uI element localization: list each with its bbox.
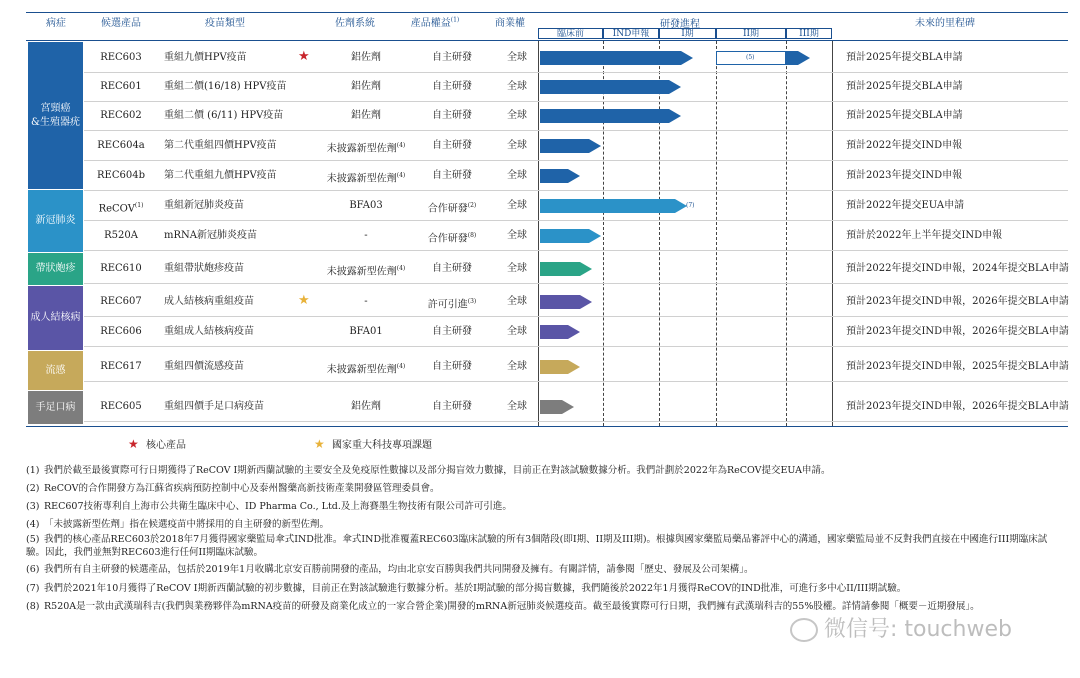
phase-header-3: II期 bbox=[716, 28, 786, 39]
footnote-text: 我們於截至最後實際可行日期獲得了ReCOV I期新西蘭試驗的主要安全及免疫原性數據以及部分揭盲效力數據，目前正在對該試驗數據分析。我們計劃於2022年為ReCOV提交EUA申請。 bbox=[44, 465, 831, 476]
milestone bbox=[846, 43, 1066, 73]
header-candidate: 候選產品 bbox=[101, 18, 141, 29]
adjuvant-text: 未披露新型佐劑 bbox=[326, 143, 397, 155]
candidate-code-text: REC603 bbox=[100, 52, 142, 63]
milestone bbox=[846, 161, 1066, 191]
milestone bbox=[846, 287, 1069, 317]
adjuvant-text: BFA03 bbox=[349, 200, 383, 211]
footnote-3 bbox=[26, 500, 1066, 513]
footnote-number: (7) bbox=[26, 583, 40, 594]
candidate-code bbox=[84, 161, 158, 191]
adjuvant-text: 鋁佐劑 bbox=[351, 110, 381, 121]
watermark-text: 微信号: touchweb bbox=[824, 617, 1012, 642]
candidate-code-text: REC610 bbox=[100, 263, 142, 274]
product-rights bbox=[412, 43, 492, 73]
phase-header-1: IND申報 bbox=[603, 28, 659, 39]
product-rights bbox=[412, 161, 492, 191]
candidate-code-sup: (1) bbox=[134, 202, 144, 209]
commercial-rights-text: 全球 bbox=[507, 263, 527, 274]
disease-cell-3 bbox=[28, 286, 83, 350]
milestone-text: 預計2023年提交IND申報，2025年提交BLA申請 bbox=[846, 361, 1069, 372]
vaccine-type-text: 重組二價(16/18) HPV疫苗 bbox=[164, 81, 287, 92]
phase-header-2: I期 bbox=[659, 28, 716, 39]
vaccine-type-text: 重組四價手足口病疫苗 bbox=[164, 401, 264, 412]
header-rights-label: 產品權益 bbox=[410, 18, 451, 29]
adjuvant-sup: (4) bbox=[396, 142, 406, 149]
commercial-rights-text: 全球 bbox=[507, 230, 527, 241]
vaccine-type-text: 成人結核病重組疫苗 bbox=[164, 296, 254, 307]
table-row bbox=[84, 101, 1068, 131]
vaccine-type bbox=[164, 72, 304, 102]
table-row bbox=[84, 72, 1068, 102]
disease-label: 帶狀皰疹 bbox=[35, 263, 76, 275]
progress-bar bbox=[540, 295, 592, 309]
adjuvant-text: 未披露新型佐劑 bbox=[326, 364, 397, 376]
product-rights bbox=[412, 101, 492, 131]
vaccine-type-text: 第二代重組九價HPV疫苗 bbox=[164, 170, 277, 181]
footnote-text: 「未披露新型佐劑」指在候選疫苗中將採用的自主研發的新型佐劑。 bbox=[44, 519, 330, 530]
candidate-code bbox=[84, 101, 158, 131]
progress-note: (5) bbox=[746, 54, 755, 61]
vaccine-type bbox=[164, 221, 304, 251]
candidate-code-text: REC602 bbox=[100, 110, 142, 121]
footnote-number: (4) bbox=[26, 519, 40, 530]
adjuvant-text: 未披露新型佐劑 bbox=[326, 266, 397, 278]
table-row bbox=[84, 254, 1068, 284]
adjuvant bbox=[306, 191, 426, 221]
vaccine-type bbox=[164, 43, 304, 73]
candidate-code bbox=[84, 287, 158, 317]
disease-cell-2 bbox=[28, 253, 83, 285]
adjuvant-text: - bbox=[364, 230, 368, 241]
gold-star-icon: ★ bbox=[298, 293, 310, 308]
product-rights bbox=[412, 392, 492, 422]
row-divider bbox=[84, 250, 1068, 251]
commercial-rights-text: 全球 bbox=[507, 170, 527, 181]
adjuvant-text: BFA01 bbox=[349, 326, 383, 337]
milestone bbox=[846, 392, 1069, 422]
progress-bar bbox=[540, 229, 601, 243]
vaccine-type bbox=[164, 392, 304, 422]
footnote-text: 我們於2021年10月獲得了ReCOV I期新西蘭試驗的初步數據，目前正在對該試驗進行數據分析。基於I期試驗的部分揭盲數據，我們隨後於2022年1月獲得ReCOV的IND批准，可進行多中心II/III期試驗。 bbox=[44, 583, 907, 594]
product-rights-text: 自主研發 bbox=[432, 81, 472, 92]
product-rights-text: 自主研發 bbox=[432, 52, 472, 63]
row-divider bbox=[84, 283, 1068, 284]
footnote-text: R520A是一款由武漢瑞科吉(我們與業務夥伴為mRNA疫苗的研發及商業化成立的一家合營企業)開發的mRNA新冠肺炎候選疫苗。截至最後實際可行日期，我們擁有武漢瑞科吉的55%股權。詳情請參閱「概要－近期發展」。 bbox=[44, 601, 980, 612]
progress-bar bbox=[540, 199, 687, 213]
vaccine-type bbox=[164, 317, 304, 347]
footnote-text: 我們所有自主研發的候選產品，包括於2019年1月收購北京安百勝前開發的產品，均由北京安百勝與我們共同開發及擁有。有關詳情，請參閱「歷史、發展及公司架構」。 bbox=[44, 564, 754, 575]
progress-bar bbox=[540, 325, 580, 339]
footnote-5 bbox=[26, 533, 1066, 559]
milestone-text: 預計2022年提交IND申報 bbox=[846, 140, 963, 151]
vaccine-type bbox=[164, 191, 304, 221]
legend-national bbox=[314, 436, 432, 451]
vaccine-type bbox=[164, 131, 304, 161]
product-rights-text: 自主研發 bbox=[432, 140, 472, 151]
legend-core bbox=[128, 436, 186, 451]
progress-note: (7) bbox=[686, 202, 695, 209]
footnote-number: (5) bbox=[26, 534, 40, 545]
product-rights-text: 自主研發 bbox=[432, 401, 472, 412]
product-rights-text: 合作研發 bbox=[427, 203, 468, 215]
red-star-icon: ★ bbox=[298, 49, 310, 64]
product-rights-text: 自主研發 bbox=[432, 326, 472, 337]
product-rights-sup: (3) bbox=[467, 298, 477, 305]
disease-cell-0 bbox=[28, 42, 83, 189]
table-rule-bottom bbox=[26, 426, 1068, 427]
disease-label: 流感 bbox=[45, 364, 66, 376]
footnote-4 bbox=[26, 518, 1066, 531]
table-row bbox=[84, 287, 1068, 317]
milestone-text: 預計2023年提交IND申報，2026年提交BLA申請 bbox=[846, 401, 1069, 412]
disease-label: 新冠肺炎 bbox=[35, 215, 76, 227]
footnote-2 bbox=[26, 482, 1066, 495]
phase-header-0: 臨床前 bbox=[538, 28, 603, 39]
vaccine-type-text: 重組新冠肺炎疫苗 bbox=[164, 200, 244, 211]
milestone bbox=[846, 131, 1066, 161]
legend-core-label: 核心產品 bbox=[145, 440, 186, 451]
footnote-number: (3) bbox=[26, 501, 40, 512]
commercial-rights-text: 全球 bbox=[507, 52, 527, 63]
commercial-rights-text: 全球 bbox=[507, 326, 527, 337]
footnote-number: (8) bbox=[26, 601, 40, 612]
disease-label: 手足口病 bbox=[35, 401, 76, 413]
product-rights bbox=[412, 287, 492, 317]
header-disease: 病症 bbox=[46, 18, 66, 29]
header-adjuvant: 佐劑系統 bbox=[335, 18, 375, 29]
milestone-text: 預計2022年提交EUA申請 bbox=[846, 200, 965, 211]
product-rights bbox=[412, 72, 492, 102]
adjuvant-text: 鋁佐劑 bbox=[351, 81, 381, 92]
candidate-code-text: REC607 bbox=[100, 296, 142, 307]
adjuvant-sup: (4) bbox=[396, 363, 406, 370]
header-commercial: 商業權 bbox=[495, 18, 525, 29]
milestone-text: 預計2025年提交BLA申請 bbox=[846, 110, 963, 121]
progress-bar bbox=[540, 80, 681, 94]
candidate-code bbox=[84, 221, 158, 251]
adjuvant bbox=[306, 221, 426, 251]
vaccine-type-text: 重組帶狀皰疹疫苗 bbox=[164, 263, 244, 274]
commercial-rights-text: 全球 bbox=[507, 361, 527, 372]
wechat-icon bbox=[790, 618, 818, 642]
product-rights-text: 合作研發 bbox=[427, 233, 468, 245]
gold-star-icon: ★ bbox=[314, 437, 325, 451]
adjuvant-sup: (4) bbox=[396, 265, 406, 272]
progress-bar bbox=[540, 360, 580, 374]
product-rights-text: 自主研發 bbox=[432, 361, 472, 372]
header-milestone: 未來的里程碑 bbox=[915, 18, 975, 29]
candidate-code bbox=[84, 131, 158, 161]
adjuvant bbox=[306, 254, 426, 284]
adjuvant bbox=[306, 352, 426, 382]
milestone-text: 預計於2022年上半年提交IND申報 bbox=[846, 230, 1003, 241]
candidate-code-text: REC605 bbox=[100, 401, 142, 412]
product-rights bbox=[412, 221, 492, 251]
table-row bbox=[84, 161, 1068, 191]
product-rights-text: 許可引進 bbox=[427, 299, 468, 311]
milestone-text: 預計2025年提交BLA申請 bbox=[846, 81, 963, 92]
candidate-code bbox=[84, 317, 158, 347]
progress-bar bbox=[540, 262, 592, 276]
candidate-code-text: REC617 bbox=[100, 361, 142, 372]
header-rule-top bbox=[26, 12, 1068, 13]
milestone-text: 預計2023年提交IND申報，2026年提交BLA申請 bbox=[846, 326, 1069, 337]
commercial-rights-text: 全球 bbox=[507, 200, 527, 211]
progress-bar bbox=[540, 109, 681, 123]
header-vaccine-type: 疫苗類型 bbox=[205, 18, 245, 29]
candidate-code bbox=[84, 352, 158, 382]
milestone bbox=[846, 72, 1066, 102]
table-row bbox=[84, 43, 1068, 73]
milestone-text: 預計2025年提交BLA申請 bbox=[846, 52, 963, 63]
candidate-code bbox=[84, 191, 158, 221]
adjuvant bbox=[306, 392, 426, 422]
vaccine-type bbox=[164, 352, 304, 382]
vaccine-type-text: 重組二價 (6/11) HPV疫苗 bbox=[164, 110, 284, 121]
product-rights bbox=[412, 191, 492, 221]
product-rights-sup: (2) bbox=[467, 202, 477, 209]
row-divider bbox=[84, 421, 1068, 422]
candidate-code-text: REC606 bbox=[100, 326, 142, 337]
adjuvant bbox=[306, 131, 426, 161]
vaccine-type bbox=[164, 161, 304, 191]
commercial-rights-text: 全球 bbox=[507, 110, 527, 121]
table-row bbox=[84, 191, 1068, 221]
header-progress: 研發進程 bbox=[660, 19, 700, 30]
adjuvant bbox=[306, 43, 426, 73]
footnote-number: (2) bbox=[26, 483, 40, 494]
candidate-code-text: REC604b bbox=[97, 170, 145, 181]
product-rights bbox=[412, 254, 492, 284]
milestone bbox=[846, 254, 1069, 284]
footnote-6 bbox=[26, 563, 1066, 576]
phase-header-4: III期 bbox=[786, 28, 832, 39]
disease-cell-4 bbox=[28, 351, 83, 390]
milestone bbox=[846, 317, 1069, 347]
vaccine-type-text: mRNA新冠肺炎疫苗 bbox=[164, 230, 257, 241]
progress-bar bbox=[540, 139, 601, 153]
table-row bbox=[84, 131, 1068, 161]
vaccine-type-text: 重組九價HPV疫苗 bbox=[164, 52, 247, 63]
table-row bbox=[84, 221, 1068, 251]
footnote-text: ReCOV的合作開發方為江蘇省疾病預防控制中心及泰州醫藥高新技術產業開發區管理委員會。 bbox=[44, 483, 440, 494]
adjuvant-sup: (4) bbox=[396, 172, 406, 179]
table-row bbox=[84, 317, 1068, 347]
header-rights bbox=[400, 14, 470, 29]
adjuvant-text: - bbox=[364, 296, 368, 307]
table-row bbox=[84, 392, 1068, 422]
progress-bar bbox=[540, 51, 693, 65]
adjuvant-text: 鋁佐劑 bbox=[351, 52, 381, 63]
disease-cell-1 bbox=[28, 190, 83, 252]
adjuvant bbox=[306, 161, 426, 191]
vaccine-type-text: 重組成人結核病疫苗 bbox=[164, 326, 254, 337]
commercial-rights-text: 全球 bbox=[507, 81, 527, 92]
product-rights-text: 自主研發 bbox=[432, 263, 472, 274]
adjuvant bbox=[306, 101, 426, 131]
disease-cell-5 bbox=[28, 391, 83, 424]
vaccine-type bbox=[164, 101, 304, 131]
milestone-text: 預計2023年提交IND申報，2026年提交BLA申請 bbox=[846, 296, 1069, 307]
milestone bbox=[846, 352, 1069, 382]
commercial-rights-text: 全球 bbox=[507, 296, 527, 307]
milestone bbox=[846, 191, 1066, 221]
commercial-rights-text: 全球 bbox=[507, 401, 527, 412]
row-divider bbox=[84, 381, 1068, 382]
product-rights bbox=[412, 352, 492, 382]
table-row bbox=[84, 352, 1068, 382]
product-rights bbox=[412, 131, 492, 161]
candidate-code bbox=[84, 72, 158, 102]
milestone-text: 預計2022年提交IND申報，2024年提交BLA申請 bbox=[846, 263, 1069, 274]
progress-bar bbox=[540, 169, 580, 183]
candidate-code bbox=[84, 254, 158, 284]
product-rights bbox=[412, 317, 492, 347]
adjuvant bbox=[306, 317, 426, 347]
disease-label: 成人結核病 bbox=[30, 312, 81, 324]
adjuvant-text: 未披露新型佐劑 bbox=[326, 173, 397, 185]
red-star-icon: ★ bbox=[128, 437, 139, 451]
footnote-number: (6) bbox=[26, 564, 40, 575]
candidate-code bbox=[84, 392, 158, 422]
adjuvant-text: 鋁佐劑 bbox=[351, 401, 381, 412]
disease-label: 宮頸癌 &生殖器疣 bbox=[31, 103, 80, 128]
product-rights-text: 自主研發 bbox=[432, 170, 472, 181]
row-divider bbox=[84, 346, 1068, 347]
progress-bar bbox=[540, 400, 574, 414]
commercial-rights-text: 全球 bbox=[507, 140, 527, 151]
vaccine-type-text: 第二代重組四價HPV疫苗 bbox=[164, 140, 277, 151]
product-rights-sup: (8) bbox=[467, 232, 477, 239]
candidate-code-text: REC604a bbox=[97, 140, 145, 151]
vaccine-type bbox=[164, 254, 304, 284]
footnote-number: (1) bbox=[26, 465, 40, 476]
watermark bbox=[790, 612, 1012, 643]
candidate-code-text: REC601 bbox=[100, 81, 142, 92]
product-rights-text: 自主研發 bbox=[432, 110, 472, 121]
milestone-text: 預計2023年提交IND申報 bbox=[846, 170, 963, 181]
footnote-text: REC607技術專利自上海市公共衛生臨床中心、ID Pharma Co., Ltd.及上海賽墨生物技術有限公司許可引進。 bbox=[44, 501, 512, 512]
candidate-code-text: R520A bbox=[104, 230, 138, 241]
adjuvant bbox=[306, 287, 426, 317]
footnote-1 bbox=[26, 464, 1066, 477]
footnote-7 bbox=[26, 582, 1066, 595]
vaccine-type-text: 重組四價流感疫苗 bbox=[164, 361, 244, 372]
header-rule-bottom bbox=[26, 40, 1068, 41]
progress-bar-tail bbox=[786, 51, 810, 65]
header-rights-sup: (1) bbox=[450, 16, 460, 24]
footnote-text: 我們的核心產品REC603於2018年7月獲得國家藥監局傘式IND批准。傘式IND批准覆蓋REC603臨床試驗的所有3個階段(即I期、II期及III期)。根據與國家藥監局藥品審評中心的溝通，國家藥監局並不反對我們直接在中國進行III期臨床試驗。因此，我們並無對REC603進行任何II期臨床試驗。 bbox=[26, 534, 1048, 558]
candidate-code-text: ReCOV bbox=[98, 203, 135, 215]
milestone bbox=[846, 221, 1066, 251]
legend-national-label: 國家重大科技專項課題 bbox=[331, 440, 432, 451]
vaccine-type bbox=[164, 287, 304, 317]
milestone bbox=[846, 101, 1066, 131]
candidate-code bbox=[84, 43, 158, 73]
adjuvant bbox=[306, 72, 426, 102]
